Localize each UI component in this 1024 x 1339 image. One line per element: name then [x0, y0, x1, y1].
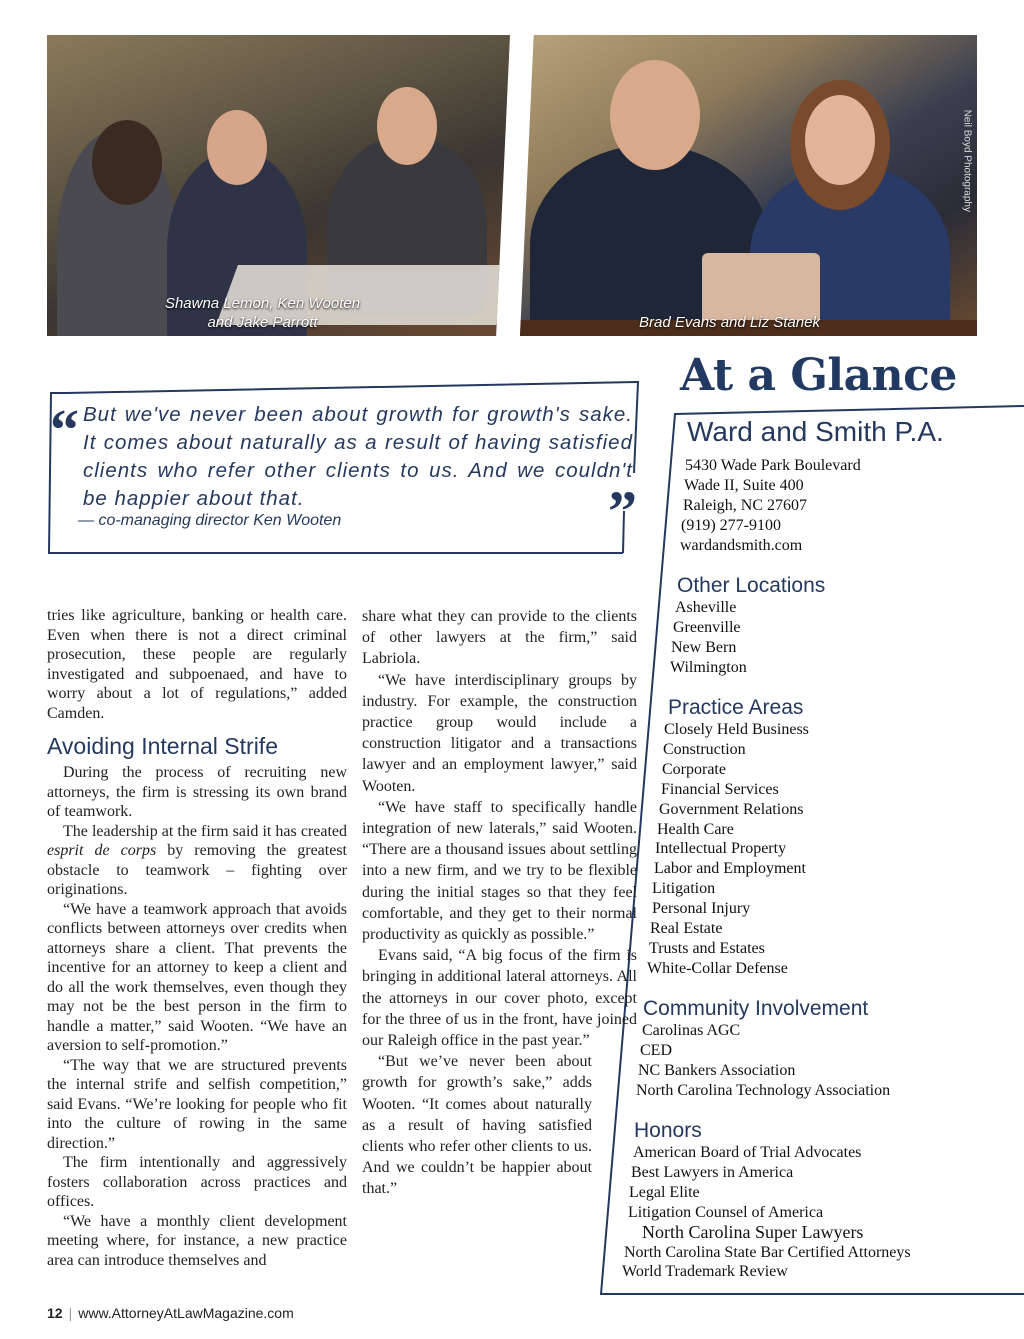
list-item: Best Lawyers in America — [631, 1163, 794, 1181]
list-item: Health Care — [657, 820, 734, 838]
page-number: 12 — [47, 1305, 63, 1321]
caption-line: and Jake Parrott — [207, 314, 318, 331]
text-run: by removing the greatest obstacle to teamwork – fighting over originations. — [47, 842, 347, 898]
list-item: Greenville — [673, 618, 741, 636]
phone-number: (919) 277-9100 — [681, 517, 781, 534]
paragraph: Evans said, “A big focus of the firm is bringing in additional lateral attorneys. All the attorneys in our cover photo, except for the three of us in the front, have joined our Raleigh office in the past year.” — [362, 947, 637, 1050]
list-item: Labor and Employment — [654, 860, 806, 878]
footer-website: www.AttorneyAtLawMagazine.com — [78, 1305, 294, 1321]
paragraph: During the process of recruiting new attorneys, the firm is stressing its own brand of teamwork. — [47, 764, 347, 820]
section-heading: Avoiding Internal Strife — [47, 733, 278, 759]
list-item: American Board of Trial Advocates — [633, 1144, 862, 1161]
list-item: Wilmington — [670, 658, 747, 676]
pull-quote-attribution: — co-managing director Ken Wooten — [78, 512, 342, 529]
list-item: Asheville — [675, 599, 737, 616]
person-figure — [377, 87, 437, 165]
glance-title: At a Glance — [680, 350, 957, 401]
footer-separator: | — [68, 1305, 73, 1321]
list-item: White-Collar Defense — [647, 959, 788, 977]
paragraph: “We have staff to specifically handle integration of new laterals,” said Wooten. “There are a thousand issues about settling into a new firm, and we try to be flexible during the initial stages so that they feel comfortable, and they get to their normal productivity as quickly as possible.” — [362, 798, 637, 944]
paragraph: “We have a monthly client development meeting where, for instance, a new practice area can introduce themselves and — [47, 1212, 347, 1269]
website: wardandsmith.com — [680, 537, 803, 554]
paragraph: “We have interdisciplinary groups by industry. For example, the construction practice group would include a construction litigator and a transactions lawyer and an employment lawyer,” said Wooten. — [362, 671, 637, 795]
list-item: Intellectual Property — [655, 840, 787, 858]
firm-name: Ward and Smith P.A. — [687, 416, 944, 447]
paragraph — [47, 822, 347, 900]
list-item: North Carolina Technology Association — [636, 1081, 891, 1099]
list-item: Carolinas AGC — [642, 1022, 741, 1039]
list-item: Corporate — [662, 760, 726, 778]
practice-areas-heading: Practice Areas — [668, 696, 804, 719]
text-run: The leadership at the firm said it has created — [63, 822, 347, 840]
photo-left-caption — [150, 294, 375, 332]
article-column-2 — [362, 606, 637, 1200]
other-locations-heading: Other Locations — [677, 574, 826, 597]
emphasis-text: esprit de corps — [47, 842, 157, 859]
list-item: Litigation Counsel of America — [628, 1203, 824, 1221]
list-item: Legal Elite — [629, 1183, 700, 1201]
list-item: World Trademark Review — [622, 1263, 788, 1281]
person-figure — [207, 110, 267, 185]
pull-quote-text: But we've never been about growth for growth's sake. It comes about naturally as a result of having satisfied clients who refer other clients to us. And we couldn't be happier about that. — [83, 403, 633, 510]
list-item: North Carolina State Bar Certified Attorneys — [624, 1243, 911, 1261]
paragraph: The firm intentionally and aggressively fosters collaboration across practices and offices. — [47, 1154, 347, 1210]
list-item: Personal Injury — [652, 900, 751, 918]
list-item: Litigation — [652, 880, 716, 898]
paragraph: “But we’ve never been about growth for growth’s sake,” adds Wooten. “It comes about naturally as a result of having satisfied clients who refer other clients to us. And we couldn’t be happier about that.” — [362, 1053, 592, 1198]
paragraph: tries like agriculture, banking or health care. Even when there is not a direct criminal prosecution, these people are regularly investigated and subpoenaed, and have to worry about a lot of regulations,” added Camden. — [47, 607, 347, 722]
list-item: New Bern — [671, 638, 737, 656]
caption-line: Shawna Lemon, Ken Wooten — [164, 295, 361, 312]
address-line: 5430 Wade Park Boulevard — [685, 457, 861, 474]
photo-right — [520, 35, 977, 336]
list-item: North Carolina Super Lawyers — [642, 1221, 864, 1242]
pull-quote — [48, 381, 638, 553]
photo-right-caption: Brad Evans and Liz Stanek — [639, 314, 820, 331]
list-item: Construction — [663, 740, 746, 758]
list-item: Closely Held Business — [664, 721, 809, 738]
list-item: Trusts and Estates — [649, 939, 765, 957]
community-list — [636, 1021, 890, 1101]
firm-address — [681, 456, 861, 556]
other-locations-list — [670, 598, 747, 678]
list-item: Real Estate — [650, 920, 723, 938]
person-figure — [610, 60, 700, 170]
person-figure — [805, 95, 875, 185]
paragraph: “We have a teamwork approach that avoids conflicts between attorneys over credits when attorneys share a client. That prevents the incentive for an attorney to keep a client and do all the work themselves, even though they may not be the best person in the firm to handle a matter,” said Wooten. “We have an aversion to self-promotion.” — [47, 900, 347, 1054]
page-footer — [47, 1305, 294, 1321]
paragraph: “The way that we are structured prevents the internal strife and selfish competition,” said Evans. “We’re looking for people who fit into the culture of rowing in the same direction.” — [47, 1056, 347, 1152]
close-quote-icon: ” — [608, 479, 637, 544]
photo-credit: Neil Boyd Photography — [961, 109, 972, 212]
list-item: Financial Services — [661, 780, 779, 798]
address-line: Raleigh, NC 27607 — [683, 497, 807, 514]
open-quote-icon: “ — [50, 397, 79, 462]
person-figure — [92, 120, 162, 205]
list-item: Government Relations — [659, 800, 804, 818]
honors-list — [622, 1143, 911, 1282]
honors-heading: Honors — [634, 1119, 702, 1142]
practice-areas-list — [646, 720, 809, 979]
list-item: NC Bankers Association — [638, 1061, 796, 1079]
article-column-1 — [47, 606, 347, 1270]
paragraph: share what they can provide to the clients of other lawyers at the firm,” said Labriola. — [362, 608, 637, 668]
list-item: CED — [640, 1041, 672, 1059]
photo-left — [47, 35, 510, 336]
address-line: Wade II, Suite 400 — [684, 477, 804, 494]
community-heading: Community Involvement — [643, 997, 869, 1020]
